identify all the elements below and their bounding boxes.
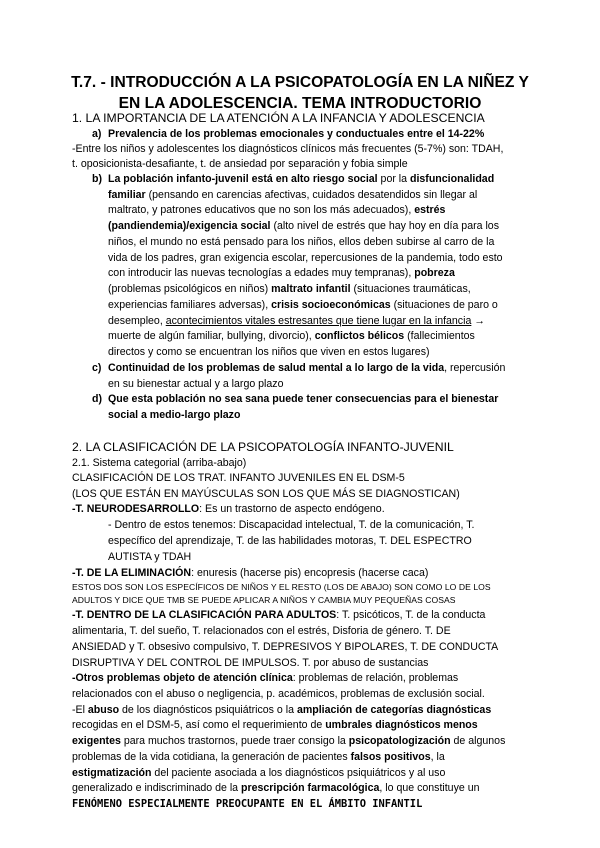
abuse-line-7: FENÓMENO ESPECIALMENTE PREOCUPANTE EN EL ÁMBITO INFANTIL xyxy=(72,798,423,810)
abuse-line-3 xyxy=(72,734,505,750)
text-span: umbrales diagnósticos menos xyxy=(325,719,478,731)
text-span: abuso xyxy=(87,704,120,716)
text-span: recogidas en el DSM-5, así como el requerimiento de xyxy=(72,719,326,731)
text-span: La población infanto-juvenil está en alto riesgo social xyxy=(108,173,378,185)
text-span: (fallecimientos xyxy=(404,330,475,342)
item-b-line-4 xyxy=(108,219,499,235)
text-span: → xyxy=(471,315,485,327)
text-span: crisis socioeconómicas xyxy=(271,299,391,311)
item-b-line-1 xyxy=(108,172,494,188)
text-span: , lo que constituye un xyxy=(379,782,480,794)
text-span: pobreza xyxy=(414,267,455,279)
item-d-label: d) xyxy=(92,393,102,405)
text-span: -El xyxy=(72,704,88,716)
title-line-1: T.7. - INTRODUCCIÓN A LA PSICOPATOLOGÍA EN LA NIÑEZ Y xyxy=(71,74,529,91)
item-a-label: a) xyxy=(92,128,102,140)
dsm-line-1: CLASIFICACIÓN DE LOS TRAT. INFANTO JUVENILES EN EL DSM-5 xyxy=(72,472,405,484)
text-span: familiar xyxy=(108,189,146,201)
text-span: , la xyxy=(430,751,445,763)
item-b-line-11 xyxy=(108,329,475,345)
item-b-label: b) xyxy=(92,173,102,185)
item-b-line-9 xyxy=(108,298,498,314)
text-span: (situaciones de paro o xyxy=(390,299,498,311)
text-span: maltrato, y patrones educativos que no son los más adecuados), xyxy=(108,204,415,216)
item-b-line-12: directos y como se encuentran los niños que viven en estos lugares) xyxy=(108,346,430,358)
text-span: : enuresis (hacerse pis) encopresis (hacerse caca) xyxy=(191,567,429,579)
text-span: exigentes xyxy=(72,735,121,747)
adult-class-line-4: DISRUPTIVA Y DEL CONTROL DE IMPULSOS. T. por abuso de sustancias xyxy=(72,657,429,669)
text-span: acontecimientos vitales estresantes que tiene lugar en la infancia xyxy=(165,315,472,327)
item-b-line-6: vida de los padres, gran exigencia escolar, repercusiones de la pandemia, todo esto xyxy=(108,252,503,264)
text-span: problemas de la vida cotidiana, la generación de pacientes xyxy=(72,751,351,763)
text-span: maltrato infantil xyxy=(271,283,351,295)
text-span: : T. psicóticos, T. de la conducta xyxy=(336,609,486,621)
text-span: disfuncionalidad xyxy=(410,173,495,185)
text-span: de algunos xyxy=(450,735,506,747)
abuse-line-5 xyxy=(72,766,445,782)
text-span: (pensando en carencias afectivas, cuidados desatendidos sin llegar al xyxy=(145,189,478,201)
text-span: -Otros problemas objeto de atención clínica xyxy=(72,672,293,684)
section-2-heading: 2. LA CLASIFICACIÓN DE LA PSICOPATOLOGÍA INFANTO-JUVENIL xyxy=(72,440,454,454)
text-span: para muchos trastornos, puede traer consigo la xyxy=(120,735,349,747)
neurodev-detail-2: específico del aprendizaje, T. de las habilidades motoras, T. DEL ESPECTRO xyxy=(108,535,472,547)
text-span: estigmatización xyxy=(72,767,152,779)
text-span: -T. DE LA ELIMINACIÓN xyxy=(72,567,192,579)
text-span: experiencias familiares adversas), xyxy=(108,299,272,311)
abuse-line-1 xyxy=(72,703,491,719)
neurodev-detail-3: AUTISTA y TDAH xyxy=(108,551,192,563)
item-b-line-10 xyxy=(108,314,485,330)
text-span: , repercusión xyxy=(444,362,506,374)
abuse-line-4 xyxy=(72,750,445,766)
other-problems-line-2: relacionados con el abuso o negligencia, p. académicos, problemas de exclusión social. xyxy=(72,688,485,700)
text-span: (problemas psicológicos en niños) xyxy=(108,283,272,295)
text-span: : problemas de relación, problemas xyxy=(292,672,459,684)
item-b-line-5: niños, el mundo no está pensado para los niños, ellos deben subirse al carro de la xyxy=(108,236,495,248)
document-title xyxy=(60,72,540,114)
section-1-heading: 1. LA IMPORTANCIA DE LA ATENCIÓN A LA INFANCIA Y ADOLESCENCIA xyxy=(72,111,485,125)
text-span: Continuidad de los problemas de salud mental a lo largo de la vida xyxy=(108,362,445,374)
item-b-line-2 xyxy=(108,188,477,204)
text-span: (situaciones traumáticas, xyxy=(350,283,471,295)
elimination-note-2: ADULTOS Y DICE QUE TMB SE PUEDE APLICAR A NIÑOS Y CAMBIA MUY PEQUEÑAS COSAS xyxy=(72,595,456,605)
text-span: : Es un trastorno de aspecto endógeno. xyxy=(199,503,385,515)
section-2-subheading: 2.1. Sistema categorial (arriba-abajo) xyxy=(72,457,247,469)
adult-class-line-2: alimentaria, T. del sueño, T. relacionados con el estrés, Disforia de género. T. DE xyxy=(72,625,451,637)
item-a-note-2: t. oposicionista-desafiante, t. de ansiedad por separación y fobia simple xyxy=(72,158,408,170)
item-c-line-2: en su bienestar actual y a largo plazo xyxy=(108,378,284,390)
item-a-note-1: -Entre los niños y adolescentes los diagnósticos clínicos más frecuentes (5-7%) son: TDAH, xyxy=(72,143,504,155)
neurodev-detail-1: - Dentro de estos tenemos: Discapacidad intelectual, T. de la comunicación, T. xyxy=(108,519,475,531)
abuse-line-2 xyxy=(72,718,478,734)
text-span: ampliación de categorías diagnósticas xyxy=(296,704,492,716)
title-line-2: EN LA ADOLESCENCIA. TEMA INTRODUCTORIO xyxy=(118,95,482,112)
text-span: (alto nivel de estrés que hay hoy en día para los xyxy=(270,220,499,232)
text-span: -T. DENTRO DE LA CLASIFICACIÓN PARA ADULTOS xyxy=(72,609,337,621)
text-span: generalizado e indiscriminado de la xyxy=(72,782,242,794)
item-b-line-8 xyxy=(108,282,471,298)
text-span: desempleo, xyxy=(108,315,166,327)
text-span: conflictos bélicos xyxy=(314,330,405,342)
item-c-line-1 xyxy=(108,361,505,377)
item-a-text: Prevalencia de los problemas emocionales y conductuales entre el 14-22% xyxy=(108,128,485,140)
other-problems-line-1 xyxy=(72,671,458,687)
text-span: muerte de algún familiar, bullying, divorcio), xyxy=(108,330,315,342)
text-span: (pandiendemia)/exigencia social xyxy=(108,220,271,232)
text-span: prescripción farmacológica xyxy=(241,782,380,794)
adult-class-line-1 xyxy=(72,608,485,624)
text-span: del paciente asociada a los diagnósticos psiquiátricos y al uso xyxy=(151,767,446,779)
item-b-line-7 xyxy=(108,266,455,282)
item-d-line-1: Que esta población no sea sana puede tener consecuencias para el bienestar xyxy=(108,393,499,405)
item-b-line-3 xyxy=(108,203,445,219)
item-d-line-2: social a medio-largo plazo xyxy=(108,409,241,421)
text-span: por la xyxy=(377,173,410,185)
adult-class-line-3: ANSIEDAD y T. obsesivo compulsivo, T. DEPRESIVOS Y BIPOLARES, T. DE CONDUCTA xyxy=(72,641,499,653)
dsm-line-2: (LOS QUE ESTÁN EN MAYÚSCULAS SON LOS QUE MÁS SE DIAGNOSTICAN) xyxy=(72,488,460,500)
item-c-label: c) xyxy=(92,362,102,374)
text-span: de los diagnósticos psiquiátricos o la xyxy=(119,704,297,716)
text-span: con introducir las nuevas tecnologías a edades muy tempranas), xyxy=(108,267,415,279)
text-span: falsos positivos xyxy=(350,751,431,763)
text-span: psicopatologización xyxy=(348,735,451,747)
elimination-note-1: ESTOS DOS SON LOS ESPECÍFICOS DE NIÑOS Y EL RESTO (LOS DE ABAJO) SON COMO LO DE LOS xyxy=(72,582,491,592)
neurodev-line xyxy=(72,502,385,518)
text-span: -T. NEURODESARROLLO xyxy=(72,503,200,515)
abuse-line-6 xyxy=(72,781,480,797)
text-span: estrés xyxy=(414,204,446,216)
